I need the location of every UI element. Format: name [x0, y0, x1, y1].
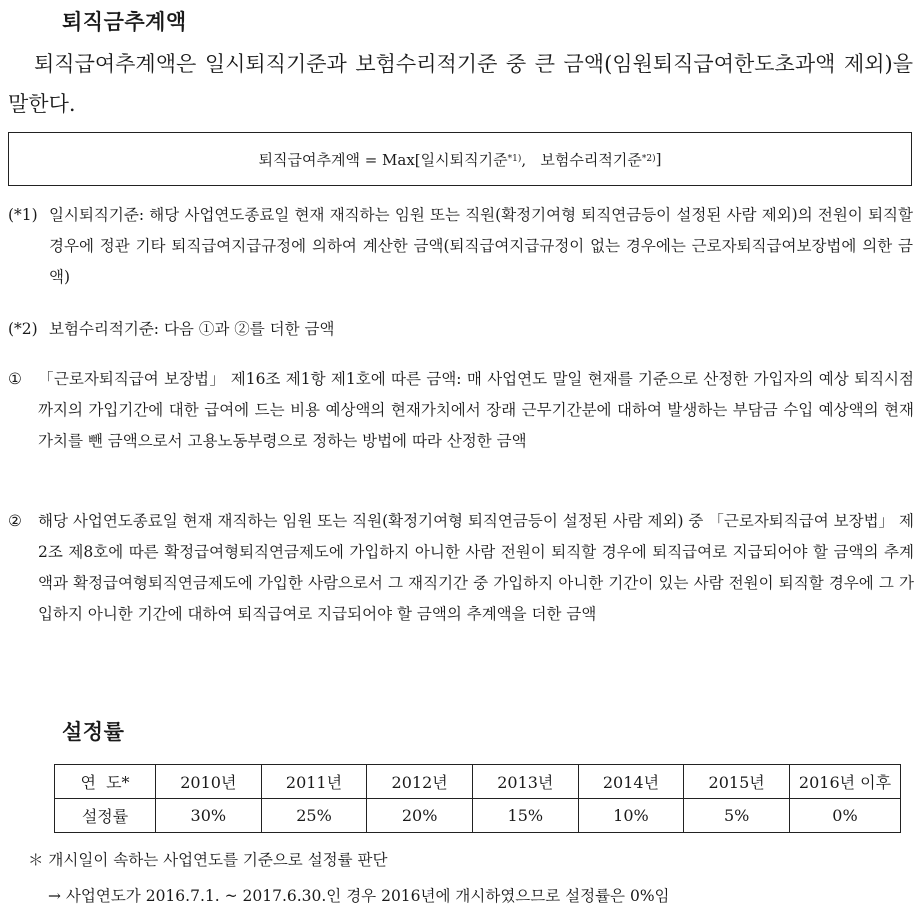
note-1-marker: (*1) [8, 206, 38, 224]
note-item-2 [8, 506, 914, 630]
table-row-rates [55, 799, 901, 833]
table-cell-rate: 20% [367, 799, 473, 833]
note-item-2-marker: ② [8, 512, 22, 530]
formula-footnote-ref-1: *1) [507, 154, 522, 164]
table-row-years [55, 765, 901, 799]
formula-mid: , 보험수리적기준 [521, 150, 642, 169]
section-title-setting-rate: 설정률 [62, 720, 125, 744]
note-item-2-text: 해당 사업연도종료일 현재 재직하는 임원 또는 직원(확정기여형 퇴직연금등이 설정된 사람 제외) 중 「근로자퇴직급여 보장법」 제2조 제8호에 따른 확정급여형퇴직연금제도에 가입하지 아니한 사람 전원이 퇴직할 경우에 퇴직급여로 지급되어야 할 금액의 추계액과 확정급여형퇴직연금제도에 가입한 사람으로서 그 재직기간 중 가입하지 아니한 기간이 있는 사람 전원이 퇴직할 경우에 그 가입하지 아니한 기간에 대하여 퇴직급여로 지급되어야 할 금액의 추계액을 더한 금액 [38, 512, 914, 623]
table-cell-year: 2015년 [684, 765, 790, 799]
table-example-note: → 사업연도가 2016.7.1. ~ 2017.6.30.인 경우 2016년에 개시하였으므로 설정률은 0%임 [48, 887, 670, 905]
row-header-rate: 설정률 [55, 799, 156, 833]
table-cell-year: 2014년 [578, 765, 684, 799]
intro-paragraph: 퇴직급여추계액은 일시퇴직기준과 보험수리적기준 중 큰 금액(임원퇴직급여한도초과액 제외)을 말한다. [8, 52, 913, 116]
formula-box [8, 132, 912, 186]
note-item-1 [8, 364, 914, 457]
note-2 [8, 314, 913, 345]
table-cell-rate: 15% [472, 799, 578, 833]
table-cell-rate: 25% [261, 799, 367, 833]
table-cell-rate: 5% [684, 799, 790, 833]
formula-footnote-ref-2: *2) [641, 154, 656, 164]
note-2-marker: (*2) [8, 320, 38, 338]
setting-rate-table [54, 764, 901, 833]
note-1 [8, 200, 913, 293]
table-cell-year: 2011년 [261, 765, 367, 799]
table-cell-rate: 10% [578, 799, 684, 833]
table-cell-year: 2012년 [367, 765, 473, 799]
formula-rhs: ] [655, 150, 662, 168]
table-cell-year: 2013년 [472, 765, 578, 799]
section-title-retirement-estimate: 퇴직금추계액 [62, 10, 187, 34]
note-item-1-marker: ① [8, 370, 22, 388]
note-item-1-text: 「근로자퇴직급여 보장법」 제16조 제1항 제1호에 따른 금액: 매 사업연도 말일 현재를 기준으로 산정한 가입자의 예상 퇴직시점까지의 가입기간에 대한 급여에 드는 비용 예상액의 현재가치에서 장래 근무기간분에 대하여 발생하는 부담금 수입 예상액의 현재가치를 뺀 금액으로서 고용노동부령으로 정하는 방법에 따라 산정한 금액 [38, 370, 914, 450]
row-header-year: 연 도* [55, 765, 156, 799]
table-cell-year: 2016년 이후 [790, 765, 901, 799]
formula-lhs: 퇴직급여추계액 = Max[일시퇴직기준 [258, 150, 508, 169]
table-cell-rate: 0% [790, 799, 901, 833]
table-cell-rate: 30% [156, 799, 262, 833]
table-cell-year: 2010년 [156, 765, 262, 799]
note-1-text: 일시퇴직기준: 해당 사업연도종료일 현재 재직하는 임원 또는 직원(확정기여형 퇴직연금등이 설정된 사람 제외)의 전원이 퇴직할 경우에 정관 기타 퇴직급여지급규정에 의하여 계산한 금액(퇴직급여지급규정이 없는 경우에는 근로자퇴직급여보장법에 의한 금액) [49, 206, 913, 286]
note-2-text: 보험수리적기준: 다음 ①과 ②를 더한 금액 [49, 320, 335, 338]
table-footnote: ＊ 개시일이 속하는 사업연도를 기준으로 설정률 판단 [28, 851, 388, 869]
